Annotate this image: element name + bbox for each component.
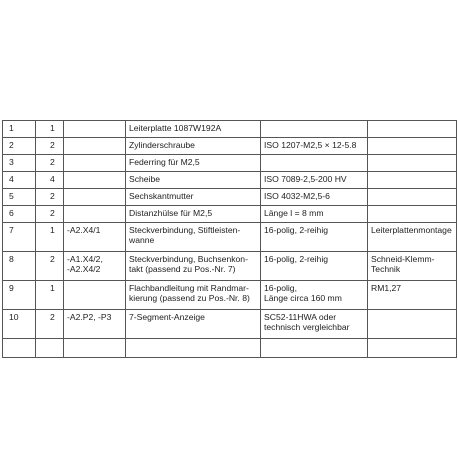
cell-qty: 1 (36, 223, 64, 252)
cell-name: Federring für M2,5 (126, 155, 261, 172)
cell-note (368, 189, 457, 206)
cell-ref (64, 206, 126, 223)
cell-note (368, 121, 457, 138)
parts-list-table (2, 120, 457, 358)
table-row (3, 310, 457, 339)
cell-spec: ISO 7089-2,5-200 HV (261, 172, 368, 189)
cell-name: Sechskantmutter (126, 189, 261, 206)
table-row (3, 339, 457, 358)
table-row (3, 155, 457, 172)
cell-note (368, 155, 457, 172)
cell-qty (36, 339, 64, 358)
cell-pos: 6 (3, 206, 36, 223)
cell-spec (261, 121, 368, 138)
cell-spec: 16-polig, Länge circa 160 mm (261, 281, 368, 310)
cell-qty: 2 (36, 155, 64, 172)
cell-note (368, 138, 457, 155)
table-row (3, 189, 457, 206)
cell-ref (64, 281, 126, 310)
table-row (3, 206, 457, 223)
table-row (3, 172, 457, 189)
cell-ref: -A1.X4/2, -A2.X4/2 (64, 252, 126, 281)
cell-qty: 1 (36, 121, 64, 138)
cell-pos (3, 339, 36, 358)
cell-note (368, 310, 457, 339)
cell-name: 7-Segment-Anzeige (126, 310, 261, 339)
cell-spec: 16-polig, 2-reihig (261, 223, 368, 252)
cell-pos: 5 (3, 189, 36, 206)
cell-name (126, 339, 261, 358)
cell-pos: 2 (3, 138, 36, 155)
cell-ref (64, 189, 126, 206)
cell-note (368, 206, 457, 223)
cell-pos: 7 (3, 223, 36, 252)
cell-spec: ISO 1207-M2,5 × 12-5.8 (261, 138, 368, 155)
table-row (3, 252, 457, 281)
cell-ref (64, 172, 126, 189)
cell-name: Leiterplatte 1087W192A (126, 121, 261, 138)
cell-spec (261, 339, 368, 358)
table-row (3, 121, 457, 138)
cell-spec: ISO 4032-M2,5-6 (261, 189, 368, 206)
cell-qty: 4 (36, 172, 64, 189)
cell-spec (261, 155, 368, 172)
cell-name: Scheibe (126, 172, 261, 189)
cell-name: Steckverbindung, Stiftleisten- wanne (126, 223, 261, 252)
cell-note (368, 172, 457, 189)
cell-pos: 9 (3, 281, 36, 310)
cell-ref: -A2.X4/1 (64, 223, 126, 252)
cell-qty: 1 (36, 281, 64, 310)
cell-note (368, 339, 457, 358)
cell-pos: 10 (3, 310, 36, 339)
table-row (3, 138, 457, 155)
cell-ref: -A2.P2, -P3 (64, 310, 126, 339)
cell-qty: 2 (36, 189, 64, 206)
cell-pos: 8 (3, 252, 36, 281)
cell-name: Flachbandleitung mit Randmar- kierung (passend zu Pos.-Nr. 8) (126, 281, 261, 310)
cell-name: Steckverbindung, Buchsenkon- takt (passend zu Pos.-Nr. 7) (126, 252, 261, 281)
cell-spec: SC52-11HWA oder technisch vergleichbar (261, 310, 368, 339)
parts-list-body (3, 121, 457, 358)
cell-name: Zylinderschraube (126, 138, 261, 155)
cell-ref (64, 121, 126, 138)
cell-pos: 3 (3, 155, 36, 172)
cell-note: Leiterplattenmontage (368, 223, 457, 252)
cell-pos: 1 (3, 121, 36, 138)
cell-qty: 2 (36, 138, 64, 155)
cell-qty: 2 (36, 310, 64, 339)
table-row (3, 281, 457, 310)
cell-ref (64, 155, 126, 172)
cell-spec: 16-polig, 2-reihig (261, 252, 368, 281)
cell-qty: 2 (36, 206, 64, 223)
table-row (3, 223, 457, 252)
cell-note: RM1,27 (368, 281, 457, 310)
cell-ref (64, 339, 126, 358)
cell-note: Schneid-Klemm- Technik (368, 252, 457, 281)
cell-pos: 4 (3, 172, 36, 189)
cell-name: Distanzhülse für M2,5 (126, 206, 261, 223)
cell-ref (64, 138, 126, 155)
cell-qty: 2 (36, 252, 64, 281)
cell-spec: Länge l = 8 mm (261, 206, 368, 223)
